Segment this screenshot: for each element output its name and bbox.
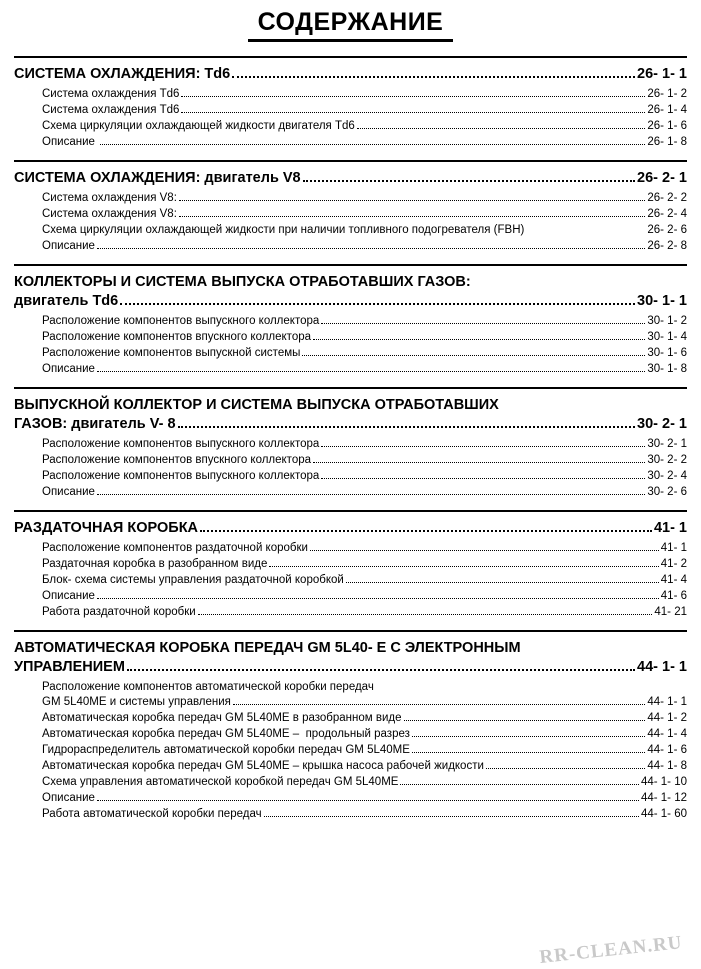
section-heading[interactable] <box>14 162 687 190</box>
toc-entry-text: Работа автоматической коробки передач <box>42 807 262 820</box>
toc-entry-text: Расположение компонентов выпускного коллектора <box>42 314 320 327</box>
leader-dots <box>486 760 645 769</box>
leader-dots <box>97 486 645 495</box>
section-heading-text-line1: АВТОМАТИЧЕСКАЯ КОРОБКА ПЕРЕДАЧ GM 5L40- Е С ЭЛЕКТРОННЫМ <box>14 640 521 656</box>
toc-entry-page: 30- 1- 2 <box>647 314 687 327</box>
leader-dots <box>97 792 639 801</box>
toc-entry[interactable] <box>42 572 687 588</box>
leader-dots <box>181 88 645 97</box>
toc-entry-text: Описание <box>42 135 99 148</box>
toc-entry-text: Описание <box>42 239 95 252</box>
leader-dots <box>321 470 645 479</box>
toc-entry-text: Схема управления автоматической коробкой передач GM 5L40МЕ <box>42 775 399 788</box>
toc-entry-text: Система охлаждения Td6 <box>42 103 180 116</box>
section-heading-text: СИСТЕМА ОХЛАЖДЕНИЯ: Td6 <box>14 66 231 82</box>
toc-entry[interactable] <box>42 86 687 102</box>
leader-dots <box>178 416 635 428</box>
toc-section <box>14 266 687 377</box>
toc-entry[interactable] <box>42 679 687 710</box>
toc-entry[interactable] <box>42 726 687 742</box>
toc-entry-page: 44- 1- 6 <box>647 743 687 756</box>
toc-entry[interactable] <box>42 222 687 238</box>
section-heading[interactable] <box>14 58 687 86</box>
toc-entry-text: Автоматическая коробка передач GM 5L40МЕ – крышка насоса рабочей жидкости <box>42 759 484 772</box>
toc-entry-page: 44- 1- 2 <box>647 711 687 724</box>
toc-entry-page: 26- 1- 6 <box>647 119 687 132</box>
section-heading-text: РАЗДАТОЧНАЯ КОРОБКА <box>14 520 199 536</box>
toc-entry-page: 41- 6 <box>660 589 687 602</box>
section-heading[interactable] <box>14 266 687 313</box>
toc-entry-text-line2: GM 5L40МЕ и системы управления <box>42 695 231 708</box>
toc-entry-text: Расположение компонентов впускного коллектора <box>42 330 312 343</box>
toc-section <box>14 58 687 150</box>
section-page-number: 30- 2- 1 <box>637 416 687 432</box>
section-heading-text-line2: УПРАВЛЕНИЕМ <box>14 659 125 675</box>
toc-entry-page: 30- 1- 4 <box>647 330 687 343</box>
toc-entry-page: 26- 2- 2 <box>647 191 687 204</box>
toc-entry-page: 26- 2- 8 <box>647 239 687 252</box>
toc-entry[interactable] <box>42 484 687 500</box>
leader-dots <box>313 454 645 463</box>
section-page-number: 30- 1- 1 <box>637 293 687 309</box>
page-title <box>14 8 687 46</box>
leader-dots <box>400 776 639 785</box>
toc-entry-text: Работа раздаточной коробки <box>42 605 196 618</box>
toc-entry[interactable] <box>42 190 687 206</box>
toc-entry-page: 44- 1- 8 <box>647 759 687 772</box>
toc-entry-page: 30- 2- 1 <box>647 437 687 450</box>
toc-entry-text: Расположение компонентов впускного коллектора <box>42 453 312 466</box>
leader-dots <box>120 293 635 305</box>
leader-dots <box>321 315 645 324</box>
toc-entry[interactable] <box>42 329 687 345</box>
section-heading[interactable] <box>14 389 687 436</box>
toc-entry-page: 30- 2- 4 <box>647 469 687 482</box>
toc-entry-text: Система охлаждения V8: <box>42 207 177 220</box>
section-entries <box>42 190 687 254</box>
toc-entry-text: Описание <box>42 362 95 375</box>
toc-entry-text: Схема циркуляции охлаждающей жидкости при наличии топливного подогревателя (FBH) <box>42 223 525 236</box>
toc-entry[interactable] <box>42 452 687 468</box>
toc-entry[interactable] <box>42 790 687 806</box>
toc-entry-text: Система охлаждения Td6 <box>42 87 180 100</box>
section-entries <box>42 86 687 150</box>
leader-dots <box>404 712 646 721</box>
toc-page <box>0 8 701 969</box>
leader-dots <box>357 120 646 129</box>
leader-dots <box>179 208 645 217</box>
leader-dots <box>303 170 635 182</box>
toc-entry-text: Расположение компонентов выпускного коллектора <box>42 469 320 482</box>
toc-entry-text: Описание <box>42 791 95 804</box>
section-entries <box>42 313 687 377</box>
leader-dots <box>200 520 652 532</box>
section-page-number: 41- 1 <box>653 520 687 536</box>
section-entries <box>42 436 687 500</box>
toc-entry-text: Расположение компонентов выпускного коллектора <box>42 437 320 450</box>
section-heading-text-line2: ГАЗОВ: двигатель V- 8 <box>14 416 176 432</box>
toc-entry-text: Раздаточная коробка в разобранном виде <box>42 557 268 570</box>
toc-entry-text: Описание <box>42 485 95 498</box>
toc-entry[interactable] <box>42 206 687 222</box>
toc-entry[interactable] <box>42 588 687 604</box>
toc-entry-text: Автоматическая коробка передач GM 5L40МЕ в разобранном виде <box>42 711 402 724</box>
leader-dots <box>97 363 645 372</box>
section-heading-text: СИСТЕМА ОХЛАЖДЕНИЯ: двигатель V8 <box>14 170 301 186</box>
toc-entry-text: Гидрораспределитель автоматической коробки передач GM 5L40МЕ <box>42 743 410 756</box>
toc-entry[interactable] <box>42 758 687 774</box>
leader-dots <box>100 136 645 145</box>
toc-entry-page: 26- 1- 2 <box>647 87 687 100</box>
toc-entry-page: 44- 1- 1 <box>647 695 687 708</box>
toc-entry[interactable] <box>42 774 687 790</box>
toc-entry-page: 44- 1- 60 <box>640 807 687 820</box>
section-page-number: 26- 1- 1 <box>637 66 687 82</box>
toc-entry-page: 26- 2- 4 <box>647 207 687 220</box>
watermark: RR-CLEAN.RU <box>538 932 683 969</box>
toc-entry[interactable] <box>42 118 687 134</box>
leader-dots <box>412 728 645 737</box>
leader-dots <box>302 347 645 356</box>
toc-entry-page: 26- 1- 8 <box>647 135 687 148</box>
leader-dots <box>97 590 659 599</box>
page-title-text: СОДЕРЖАНИЕ <box>248 8 454 42</box>
toc-entry[interactable] <box>42 134 687 150</box>
leader-dots <box>310 542 659 551</box>
leader-dots <box>269 558 658 567</box>
toc-entry-text: Автоматическая коробка передач GM 5L40МЕ – продольный разрез <box>42 727 410 740</box>
toc-entry[interactable] <box>42 604 687 620</box>
toc-entry-text: Блок- схема системы управления раздаточной коробкой <box>42 573 344 586</box>
toc-entry-text: Схема циркуляции охлаждающей жидкости двигателя Td6 <box>42 119 355 132</box>
leader-dots <box>127 659 635 671</box>
toc-entry-text: Описание <box>42 589 95 602</box>
leader-dots <box>526 225 645 233</box>
leader-dots <box>181 104 645 113</box>
toc-entry[interactable] <box>42 806 687 822</box>
section-heading[interactable] <box>14 512 687 540</box>
toc-entry-page: 26- 2- 6 <box>647 223 687 236</box>
leader-dots <box>97 240 645 249</box>
toc-entry-page: 44- 1- 4 <box>647 727 687 740</box>
leader-dots <box>412 744 645 753</box>
leader-dots <box>313 331 645 340</box>
toc-entry-text-line1: Расположение компонентов автоматической коробки передач <box>42 680 374 693</box>
leader-dots <box>198 606 653 615</box>
toc-entry-text: Расположение компонентов раздаточной коробки <box>42 541 308 554</box>
toc-entry-page: 44- 1- 10 <box>640 775 687 788</box>
toc-section <box>14 632 687 822</box>
section-entries <box>42 679 687 822</box>
toc-entry[interactable] <box>42 540 687 556</box>
toc-entry[interactable] <box>42 361 687 377</box>
toc-entry-page: 41- 2 <box>660 557 687 570</box>
section-heading[interactable] <box>14 632 687 679</box>
toc-entry[interactable] <box>42 436 687 452</box>
toc-entry-page: 41- 21 <box>654 605 687 618</box>
section-heading-text-line2: двигатель Td6 <box>14 293 119 309</box>
toc-entry-page: 41- 4 <box>660 573 687 586</box>
section-page-number: 26- 2- 1 <box>637 170 687 186</box>
toc-entry-page: 44- 1- 12 <box>640 791 687 804</box>
toc-entry-page: 30- 1- 6 <box>647 346 687 359</box>
toc-entry-page: 30- 2- 6 <box>647 485 687 498</box>
toc-section <box>14 162 687 254</box>
toc-entry[interactable] <box>42 742 687 758</box>
toc-entry-text: Система охлаждения V8: <box>42 191 177 204</box>
leader-dots <box>232 66 635 78</box>
toc-entry-page: 41- 1 <box>660 541 687 554</box>
toc-entry[interactable] <box>42 468 687 484</box>
section-heading-text-line1: КОЛЛЕКТОРЫ И СИСТЕМА ВЫПУСКА ОТРАБОТАВШИХ ГАЗОВ: <box>14 274 471 290</box>
toc-entry-text: Расположение компонентов выпускной системы <box>42 346 301 359</box>
toc-section <box>14 512 687 620</box>
toc-entry[interactable] <box>42 238 687 254</box>
toc-section <box>14 389 687 500</box>
leader-dots <box>346 574 659 583</box>
toc-entry[interactable] <box>42 102 687 118</box>
toc-entry-page: 30- 1- 8 <box>647 362 687 375</box>
leader-dots <box>233 696 645 705</box>
toc-entry-page: 26- 1- 4 <box>647 103 687 116</box>
toc-entry[interactable] <box>42 345 687 361</box>
leader-dots <box>321 438 645 447</box>
toc-entry-page: 30- 2- 2 <box>647 453 687 466</box>
toc-entry[interactable] <box>42 313 687 329</box>
leader-dots <box>264 808 639 817</box>
toc-entry[interactable] <box>42 556 687 572</box>
section-page-number: 44- 1- 1 <box>637 659 687 675</box>
section-entries <box>42 540 687 620</box>
toc-entry[interactable] <box>42 710 687 726</box>
leader-dots <box>179 192 645 201</box>
section-heading-text-line1: ВЫПУСКНОЙ КОЛЛЕКТОР И СИСТЕМА ВЫПУСКА ОТРАБОТАВШИХ <box>14 397 499 413</box>
